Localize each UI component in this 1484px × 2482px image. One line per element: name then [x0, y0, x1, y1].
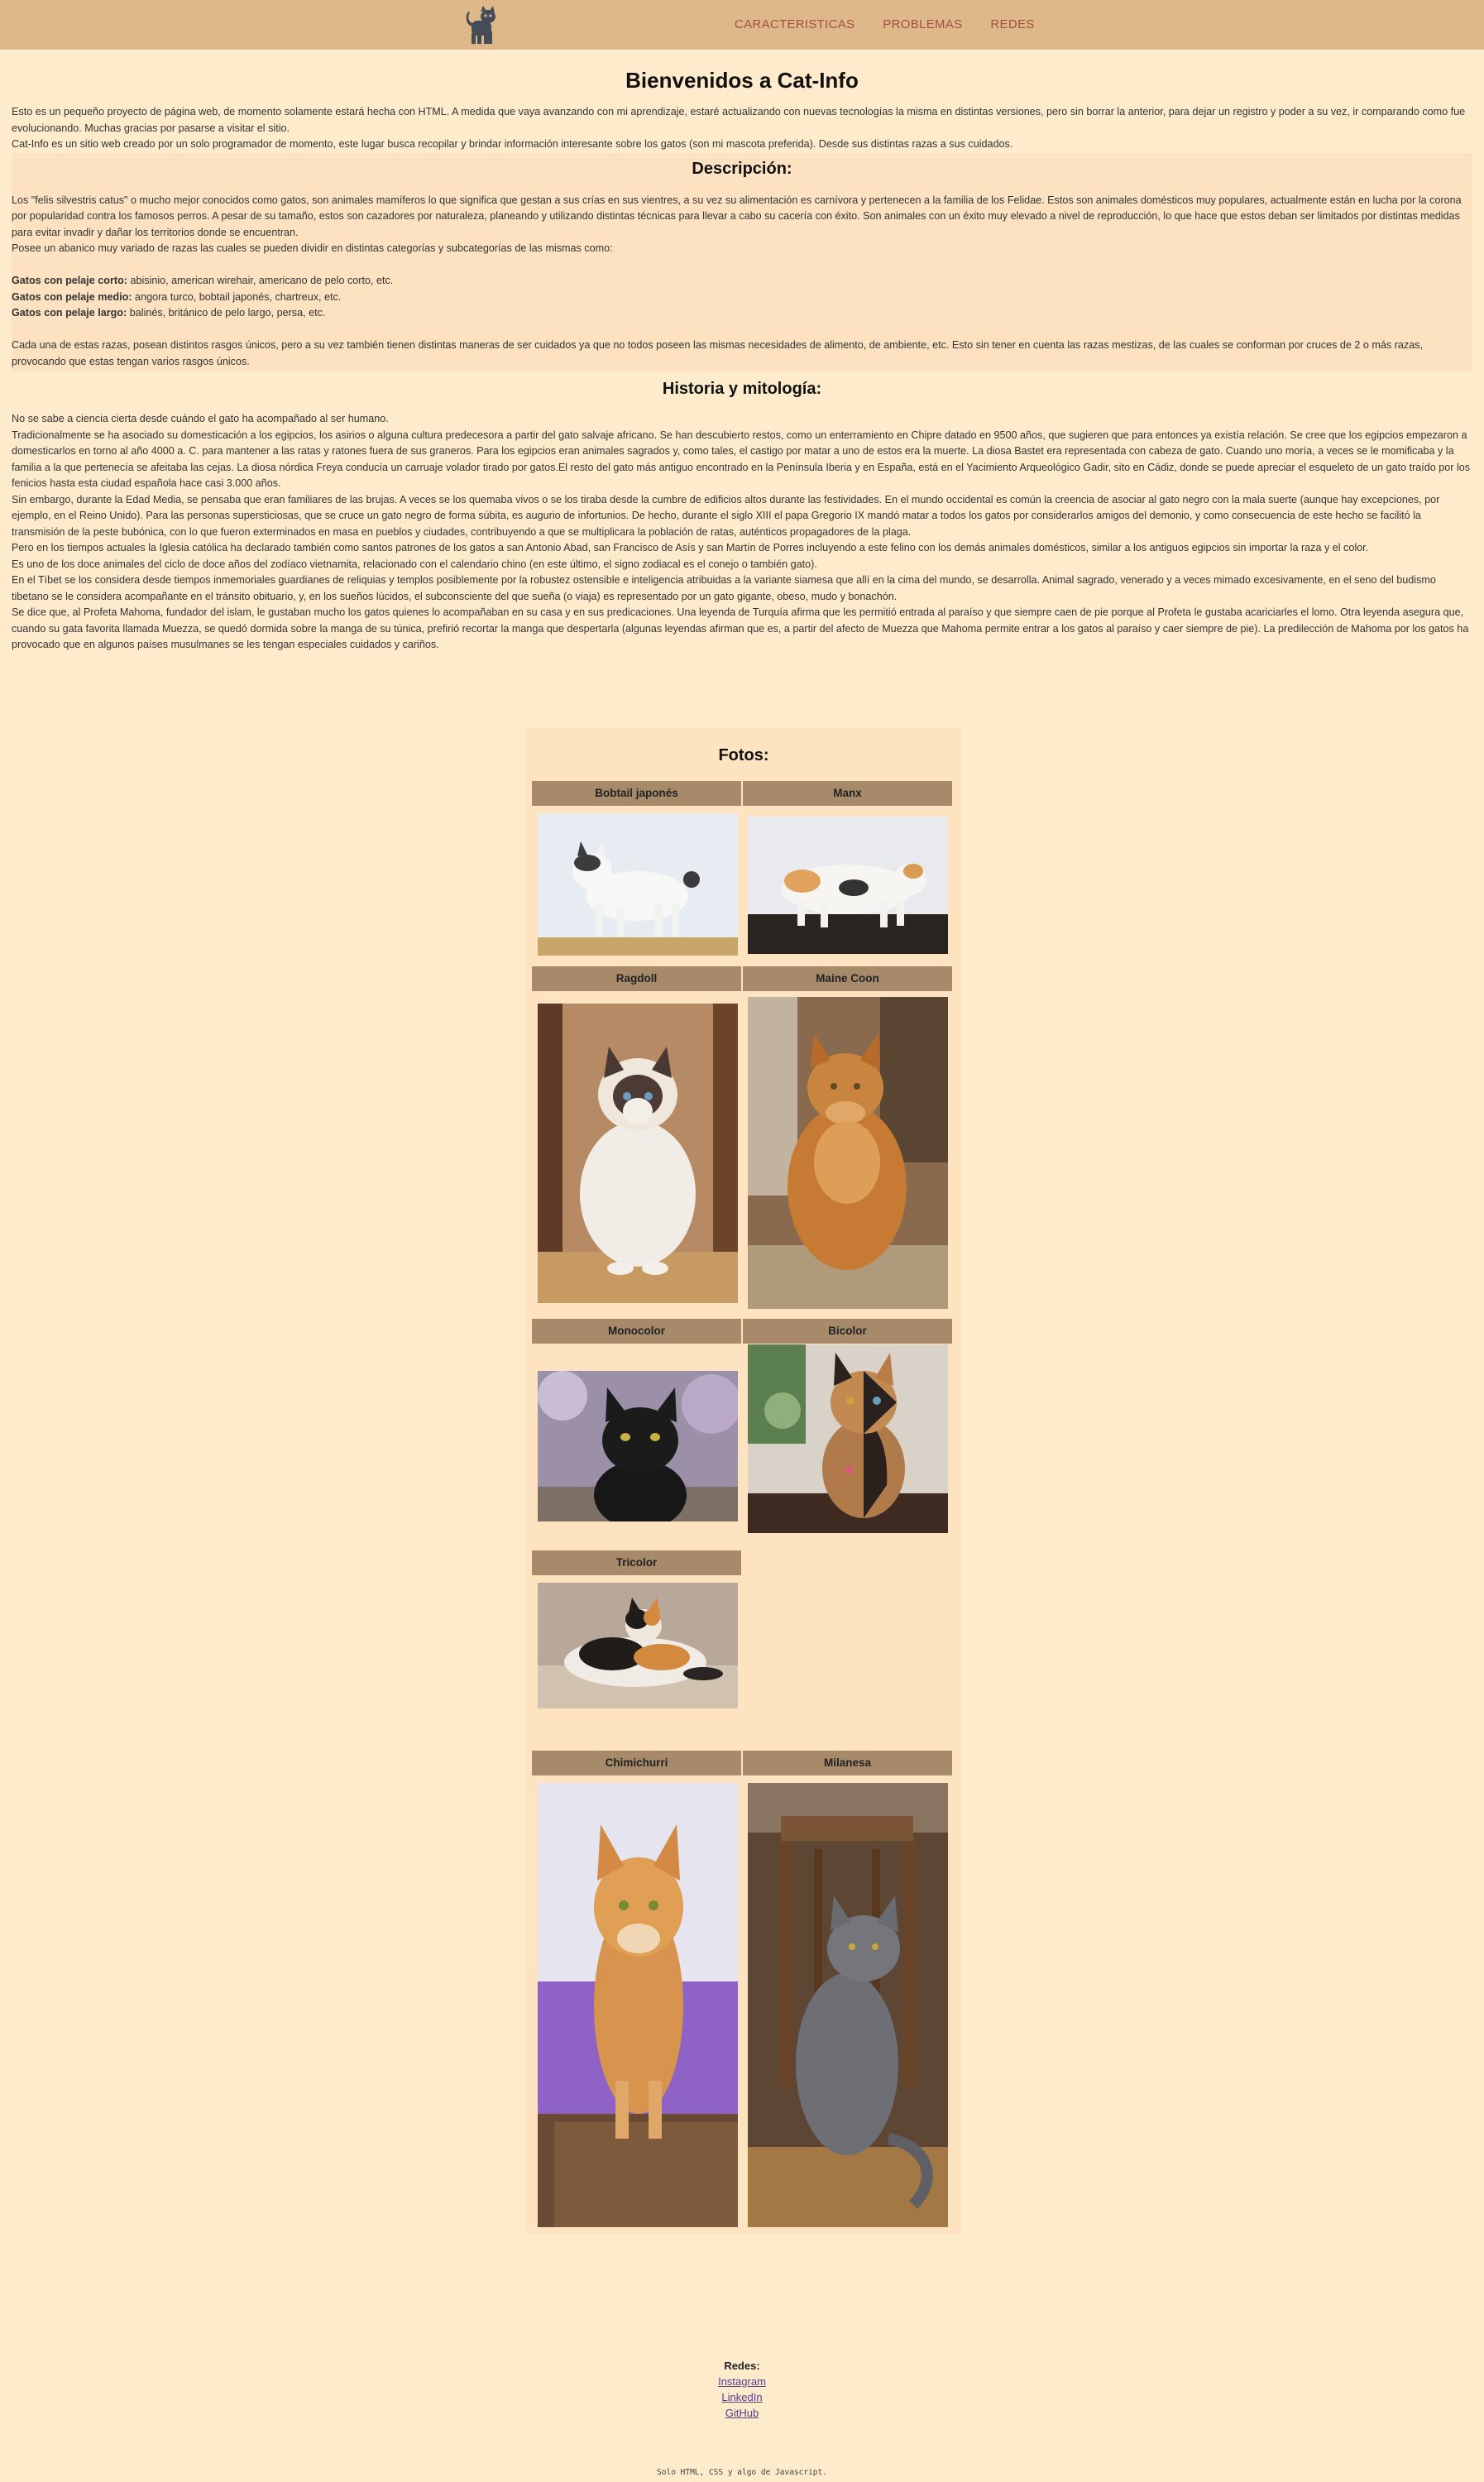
footer-link-linkedin[interactable]: LinkedIn — [721, 2391, 763, 2403]
photo-maine-coon — [748, 997, 948, 1309]
photo-label-maine-coon: Maine Coon — [743, 966, 952, 991]
breed-category-short — [12, 273, 1472, 290]
photo-label-ragdoll: Ragdoll — [532, 966, 741, 991]
cat-logo-icon[interactable] — [462, 5, 499, 46]
photo-label-milanesa: Milanesa — [743, 1751, 952, 1775]
footer — [0, 2358, 1484, 2421]
photo-label-tricolor: Tricolor — [532, 1550, 741, 1575]
top-navbar — [0, 0, 1484, 50]
breed-category-label: Gatos con pelaje medio: — [12, 290, 132, 303]
page-title: Bienvenidos a Cat-Info — [625, 68, 859, 93]
photos-section — [526, 728, 961, 2234]
photo-chimichurri — [538, 1783, 738, 2227]
intro-section — [12, 104, 1472, 153]
description-section — [12, 153, 1472, 372]
photo-milanesa — [748, 1783, 948, 2227]
photo-tricolor — [538, 1583, 738, 1708]
breed-category-long — [12, 305, 1472, 322]
photos-heading: Fotos: — [718, 746, 769, 764]
main-nav — [735, 17, 1035, 31]
breed-category-text: angora turco, bobtail japonés, chartreux, etc. — [132, 290, 342, 303]
description-paragraph: Cada una de estas razas, posean distintos rasgos únicos, pero a su vez también tienen distintas maneras de ser cuidados ya que no todos poseen las mismas necesidades de alimento, de ambiente, etc. Esto sin tener en cuenta las razas mestizas, de las cuales se conforman por cruces de 2 o más razas, provocando que estas tengan varios rasgos únicos. — [12, 339, 1423, 367]
footer-link-github[interactable]: GitHub — [725, 2407, 759, 2419]
nav-link-problemas[interactable]: PROBLEMAS — [883, 17, 963, 31]
photo-label-bobtail: Bobtail japonés — [532, 781, 741, 806]
photo-label-monocolor: Monocolor — [532, 1319, 741, 1344]
intro-paragraph: Esto es un pequeño proyecto de página web, de momento solamente estará hecha con HTML. A medida que vaya avanzando con mi aprendizaje, estaré actualizando con nuevas tecnologías la misma en distintas versiones, pero sin borrar la anterior, para dejar un registro y poder a su vez, ir comparando como fue evolucionando. Muchas gracias por pasarse a visitar el sitio. — [12, 106, 1466, 134]
description-paragraph: Los "felis silvestris catus" o mucho mejor conocidos como gatos, son animales mamíferos lo que significa que gestan a sus crías en sus vientres, a su vez su alimentación es carnívora y pertenecen a la familia de los Felidae. Estos son animales domésticos muy populares, actualmente están en lucha por la corona por popularidad contra los famosos perros. A pesar de su tamaño, estos son cazadores por naturaleza, planeando y utilizando distintas técnicas para llevar a cabo su cacería con éxito. Son animales con un éxito muy elevado a nivel de reproducción, lo que hace que estos deban ser limitados por distintas medidas para evitar invadir y dañar los territorios donde se encuentran. — [12, 194, 1462, 238]
footer-link-instagram[interactable]: Instagram — [718, 2375, 766, 2388]
history-paragraph: Se dice que, al Profeta Mahoma, fundador del islam, le gustaban mucho los gatos quienes lo acompañaban en su casa y en sus predicaciones. Una leyenda de Turquía afirma que les permitió entrada al paraíso y que siempre caen de pie porque al Profeta le gustaba acariciarles el lomo. Otra leyenda asegura que, cuando su gata favorita llamada Muezza, se quedó dormida sobre la manga de su túnica, prefirió recortar la manga que despertarla (algunas leyendas afirman que es, a partir del afecto de Muezza que Mahoma permite entrar a los gatos al paraíso y caer siempre de pie). La predilección de Mahoma por los gatos ha provocado que en algunos países musulmanes se les tengan especiales cuidados y cariños. — [12, 606, 1469, 650]
breed-category-text: balinés, británico de pelo largo, persa, etc. — [127, 307, 326, 319]
nav-link-redes[interactable]: REDES — [990, 17, 1035, 31]
history-heading: Historia y mitología: — [662, 380, 822, 398]
breed-category-text: abisinio, american wirehair, americano de pelo corto, etc. — [127, 275, 394, 286]
history-paragraph: No se sabe a ciencia cierta desde cuándo el gato ha acompañado al ser humano. — [12, 413, 389, 424]
history-paragraph: En el Tíbet se los considera desde tiempos inmemoriales guardianes de reliquias y templos posiblemente por la robustez ostensible e inteligencia atribuidas a la variante siamesa que allí en la cima del mundo, se desarrolla. Animal sagrado, venerado y a veces mimado excesivamente, en el seno del budismo tibetano se le considera acompañante en el tránsito obituario, y, en los sueños lúcidos, el subconsciente del que sueña (o viaja) es representado por un gato gigante, obeso, mudo y bonachón. — [12, 574, 1436, 602]
photo-monocolor — [538, 1371, 738, 1521]
main-content — [12, 68, 1472, 654]
history-paragraph: Es uno de los doce animales del ciclo de doce años del zodíaco vietnamita, relacionado con el calendario chino (en este último, el signo zodiacal es el conejo o también gato). — [12, 558, 817, 570]
description-heading: Descripción: — [692, 159, 792, 178]
intro-paragraph: Cat-Info es un sitio web creado por un solo programador de momento, este lugar busca recopilar y brindar información interesante sobre los gatos (son mi mascota preferida). Desde sus distintas razas a sus cuidados. — [12, 138, 1013, 150]
description-paragraph: Posee un abanico muy variado de razas las cuales se pueden dividir en distintas categorías y subcategorías de las mismas como: — [12, 242, 613, 254]
photo-bobtail — [538, 813, 738, 956]
footer-title: Redes: — [724, 2360, 760, 2372]
history-paragraph: Pero en los tiempos actuales la Iglesia católica ha declarado también como santos patrones de los gatos a san Antonio Abad, san Francisco de Asís y san Martín de Porres incluyendo a este felino con los demás animales domésticos, similar a los antiguos egipcios sin importar la raza y el color. — [12, 542, 1369, 553]
photo-label-bicolor: Bicolor — [743, 1319, 952, 1344]
breed-category-label: Gatos con pelaje largo: — [12, 307, 127, 319]
nav-link-caracteristicas[interactable]: CARACTERISTICAS — [735, 17, 855, 31]
photo-label-manx: Manx — [743, 781, 952, 806]
photo-manx — [748, 817, 948, 954]
breed-category-label: Gatos con pelaje corto: — [12, 275, 127, 286]
breed-category-medium — [12, 290, 1472, 306]
history-paragraph: Sin embargo, durante la Edad Media, se pensaba que eran familiares de las brujas. A veces se los quemaba vivos o se los tiraba desde la cumbre de edificios altos durante las festividades. En el mundo occidental es común la creencia de asociar al gato negro con la mala suerte (aunque hay excepciones, por ejemplo, en el Reino Unido). Para las personas supersticiosas, que se cruce un gato negro de forma súbita, es augurio de infortunios. De hecho, durante el siglo XIII el papa Gregorio IX mandó matar a todos los gatos por considerarlos amigos del demonio, y como consecuencia de este hecho se facilitó la transmisión de la peste bubónica, con lo que fueron exterminados en masa en pueblos y ciudades, contribuyendo a que se multiplicara la población de ratas, auténticos propagadores de la plaga. — [12, 493, 1440, 538]
history-paragraph: Tradicionalmente se ha asociado su domesticación a los egipcios, los asirios o alguna cultura predecesora a partir del gato salvaje africano. Se han descubierto restos, como un enterramiento en Chipre datado en 9500 años, que sugieren que para entonces ya existía relación. Se cree que los egipcios empezaron a domesticarlos en torno al año 4000 a. C. para mantener a las ratas y ratones fuera de sus graneros. Para los egipcios eran animales sagrados y, como tales, el castigo por matar a uno de estos era la muerte. La diosa Bastet era representada con cabeza de gato. Cuando uno moría, a veces se le momificaba y la familia a la que pertenecía se afeitaba las cejas. La diosa nórdica Freya conducía un carruaje volador tirado por gatos.El resto del gato más antiguo encontrado en la Península Iberia y en España, está en el Yacimiento Arqueológico Gadir, sito en Cádiz, donde se puede apreciar el esqueleto de un gato traído por los fenicios hasta esta ciudad española hace casi 3.000 años. — [12, 429, 1471, 489]
photo-ragdoll — [538, 1004, 738, 1303]
photo-label-chimichurri: Chimichurri — [532, 1751, 741, 1775]
footer-credit: Solo HTML, CSS y algo de Javascript. — [657, 2468, 827, 2477]
photo-bicolor — [748, 1344, 948, 1533]
history-section — [12, 378, 1472, 654]
